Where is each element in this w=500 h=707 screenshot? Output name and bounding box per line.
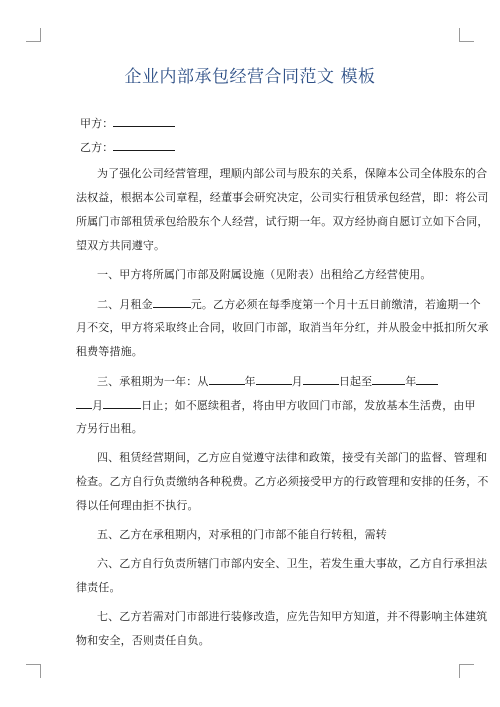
party-a-line: [80, 115, 440, 131]
start-month-blank[interactable]: [256, 373, 292, 385]
clause-2-text: 元。乙方必须在每季度第一个月十五日前缴清，若逾期一个: [190, 298, 481, 311]
party-a-label: 甲方：: [80, 117, 114, 130]
crop-mark-bottom-right: [459, 664, 474, 665]
paragraph-line: 为了强化公司经营管理，理顺内部公司与股东的关系，保障本公司全体股东的合: [97, 167, 488, 180]
paragraph-line: 望双方共同遵守。: [76, 239, 166, 252]
rent-blank[interactable]: [153, 296, 191, 308]
paragraph-line: 得以任何理由拒不执行。: [76, 499, 199, 512]
start-year-blank[interactable]: [209, 373, 245, 385]
clause-3-text: 三、承租期为一年：从: [97, 375, 209, 388]
party-a-blank[interactable]: [113, 115, 175, 127]
end-year-blank[interactable]: [372, 373, 405, 385]
crop-mark-top-right: [459, 28, 460, 42]
paragraph-line: 律责任。: [76, 581, 121, 594]
crop-mark-top-right: [459, 41, 474, 42]
paragraph-line: 物和安全，否则责任自负。: [76, 634, 210, 647]
clause-5: 五、乙方在承租期内，对承租的门市部不能自行转租，需转: [97, 528, 387, 541]
paragraph-line: 租费等措施。: [76, 345, 143, 358]
start-day-blank[interactable]: [303, 373, 339, 385]
clause-3: [97, 373, 457, 389]
crop-mark-top-left: [40, 28, 41, 42]
crop-mark-top-left: [26, 41, 41, 42]
clause-2-text: 二、月租金: [97, 298, 153, 311]
end-month-blank[interactable]: [76, 397, 92, 409]
clause-3-text: 月: [92, 399, 104, 412]
crop-mark-bottom-right: [459, 664, 460, 678]
party-b-line: [80, 139, 440, 155]
paragraph-line: 检查。乙方自行负责缴纳各种税费。乙方必须接受甲方的行政管理和安排的任务，不: [76, 475, 489, 488]
paragraph-line: 法权益，根据本公司章程，经董事会研究决定，公司实行租赁承包经营，即：将公司: [76, 191, 489, 204]
clause-4: 四、租赁经营期间，乙方应自觉遵守法律和政策，接受有关部门的监督、管理和: [97, 451, 488, 464]
clause-1: 一、甲方将所属门市部及附属设施（见附表）出租给乙方经营使用。: [97, 268, 432, 281]
paragraph-line: 月不交，甲方将采取终止合同，收回门市部，取消当年分红，并从股金中抵扣所欠承: [76, 321, 489, 334]
clause-3-text: 日起至: [338, 375, 373, 388]
party-b-blank[interactable]: [113, 139, 175, 151]
clause-7: 七、乙方若需对门市部进行装修改造，应先告知甲方知道，并不得影响主体建筑: [97, 610, 488, 623]
document-title: 企业内部承包经营合同范文 模板: [124, 67, 376, 87]
end-day-blank[interactable]: [103, 397, 141, 409]
clause-3-text: 日止；如不愿续租者，将由甲方收回门市部，发放基本生活费，由甲: [141, 399, 476, 412]
paragraph-line: 所属门市部租赁承包给股东个人经营，试行期一年。双方经协商自愿订立如下合同，: [76, 215, 489, 228]
clause-3-text: 月: [291, 375, 303, 388]
clause-6: 六、乙方自行负责所辖门市部内安全、卫生，若发生重大事故，乙方自行承担法: [97, 557, 488, 570]
party-b-label: 乙方：: [80, 141, 114, 154]
paragraph-line: 方另行出租。: [76, 422, 143, 435]
clause-3-text: 年: [244, 375, 256, 388]
clause-2: [97, 296, 481, 312]
end-month-blank[interactable]: [416, 373, 438, 385]
clause-3-text: 年: [405, 375, 417, 388]
crop-mark-bottom-left: [26, 664, 41, 665]
crop-mark-bottom-left: [40, 664, 41, 678]
clause-3: [76, 397, 476, 413]
